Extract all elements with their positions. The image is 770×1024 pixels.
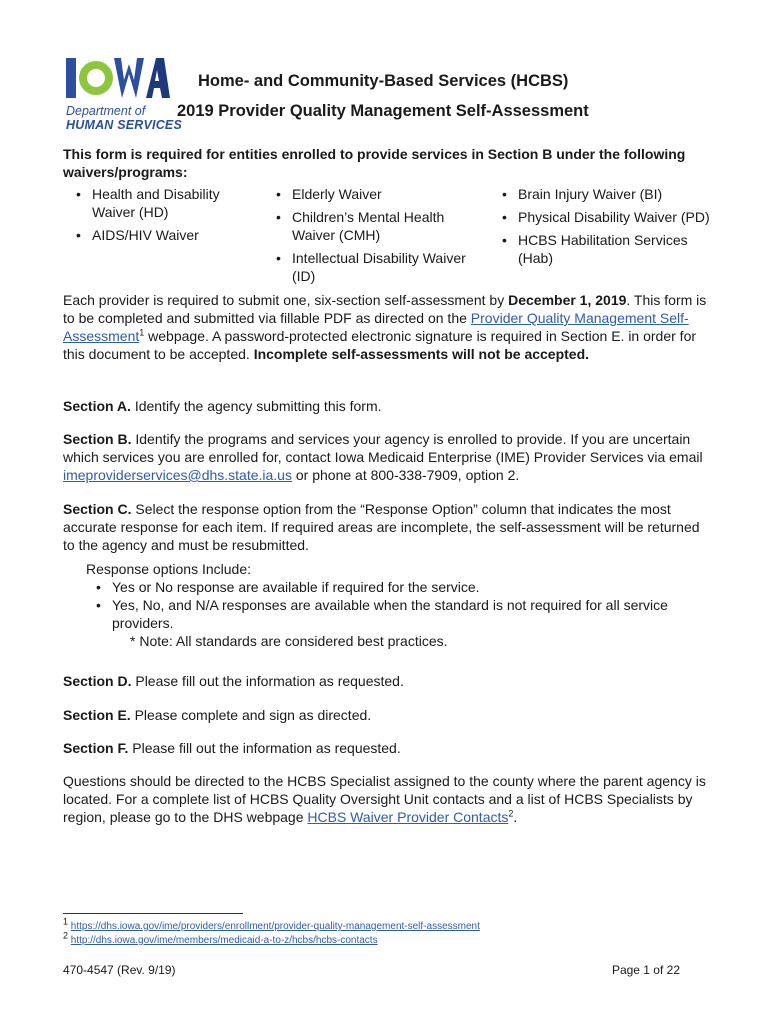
ime-email-link[interactable]: imeproviderservices@dhs.state.ia.us xyxy=(63,467,292,483)
footnote-ref-2: 2 xyxy=(508,808,514,819)
list-item: • Physical Disability Waiver (PD) xyxy=(496,208,716,226)
section-e: Section E. Please complete and sign as directed. xyxy=(63,707,372,723)
section-c: Section C. Select the response option from the “Response Option” column that indicates the most accurate response for each item. If required areas are incomplete, the self-assessment will be returned to the agency and must be resubmitted. xyxy=(63,501,700,553)
intro-text: This form is required for entities enrolled to provide services in Section B under the following waivers/programs: xyxy=(63,146,686,180)
section-f: Section F. Please fill out the information as requested. xyxy=(63,740,401,756)
section-d: Section D. Please fill out the information as requested. xyxy=(63,673,404,689)
waiver-list-col2 xyxy=(270,185,490,290)
waiver-list-col1 xyxy=(70,185,260,249)
page-title: Home- and Community-Based Services (HCBS) xyxy=(198,72,569,90)
list-item: • Elderly Waiver xyxy=(270,185,490,203)
list-item: • Yes, No, and N/A responses are available when the standard is not required for all service providers. xyxy=(86,596,706,632)
page-subtitle: 2019 Provider Quality Management Self-Assessment xyxy=(177,102,589,120)
list-item: • HCBS Habilitation Services (Hab) xyxy=(496,231,716,267)
footnote-2-link[interactable]: http://dhs.iowa.gov/ime/members/medicaid-a-to-z/hcbs/hcbs-contacts xyxy=(70,935,378,946)
response-options xyxy=(86,560,706,650)
section-b: Section B. Identify the programs and services your agency is enrolled to provide. If you are uncertain which services you are enrolled for, contact Iowa Medicaid Enterprise (IME) Provider Services via email imeproviderservices@dhs.state.ia.us or phone at 800-338-7909, option 2. xyxy=(63,431,703,483)
logo-letter-a xyxy=(146,58,170,98)
list-item: • Children’s Mental Health Waiver (CMH) xyxy=(270,208,490,244)
list-item: • Health and Disability Waiver (HD) xyxy=(70,185,260,221)
section-a: Section A. Identify the agency submitting this form. xyxy=(63,398,382,414)
footnote-1: $^1$ https://dhs.iowa.gov/ime/providers/enrollment/provider-quality-management-self-assessment xyxy=(63,916,480,932)
list-item: • Yes or No response are available if required for the service. xyxy=(86,578,706,596)
logo-letter-i xyxy=(66,58,76,98)
footnote-divider xyxy=(63,913,243,914)
footnote-ref-1: 1 xyxy=(139,327,145,338)
hcbs-contacts-link[interactable]: HCBS Waiver Provider Contacts xyxy=(307,809,509,825)
response-options-heading: Response options Include: xyxy=(86,561,251,577)
waiver-list-col3 xyxy=(496,185,716,272)
logo-letter-w xyxy=(114,58,144,98)
footnote-1-link[interactable]: https://dhs.iowa.gov/ime/providers/enrollment/provider-quality-management-self-assessment xyxy=(70,921,480,932)
logo-human-services-text: HUMAN SERVICES xyxy=(66,118,183,132)
due-date: December 1, 2019 xyxy=(508,292,627,308)
page-number: Page 1 of 22 xyxy=(611,963,680,977)
response-note: * Note: All standards are considered best practices. xyxy=(130,633,448,649)
questions-paragraph: Questions should be directed to the HCBS Specialist assigned to the county where the parent agency is located. For a complete list of HCBS Quality Oversight Unit contacts and a list of HCBS Specialists by region, please go to the DHS webpage HCBS Waiver Provider Contacts$^2$. xyxy=(63,773,706,825)
list-item: • Brain Injury Waiver (BI) xyxy=(496,185,716,203)
submission-paragraph: Each provider is required to submit one, six-section self-assessment by December 1, 2019. This form is to be completed and submitted via fillable PDF as directed on the Provider Quality Management Self-Assessment$^1$ webpage. A password-protected electronic signature is required in Section E. in order for this document to be accepted. Incomplete self-assessments will not be accepted. xyxy=(63,292,707,362)
provider-quality-link[interactable]: Provider Quality Management Self-Assessment xyxy=(63,310,689,344)
list-item: • AIDS/HIV Waiver xyxy=(70,226,260,244)
form-number: 470-4547 (Rev. 9/19) xyxy=(63,963,176,977)
list-item: • Intellectual Disability Waiver (ID) xyxy=(270,249,490,285)
footnote-2: $^2$ http://dhs.iowa.gov/ime/members/medicaid-a-to-z/hcbs/hcbs-contacts xyxy=(63,930,378,946)
logo-department-text: Department of xyxy=(66,104,146,118)
